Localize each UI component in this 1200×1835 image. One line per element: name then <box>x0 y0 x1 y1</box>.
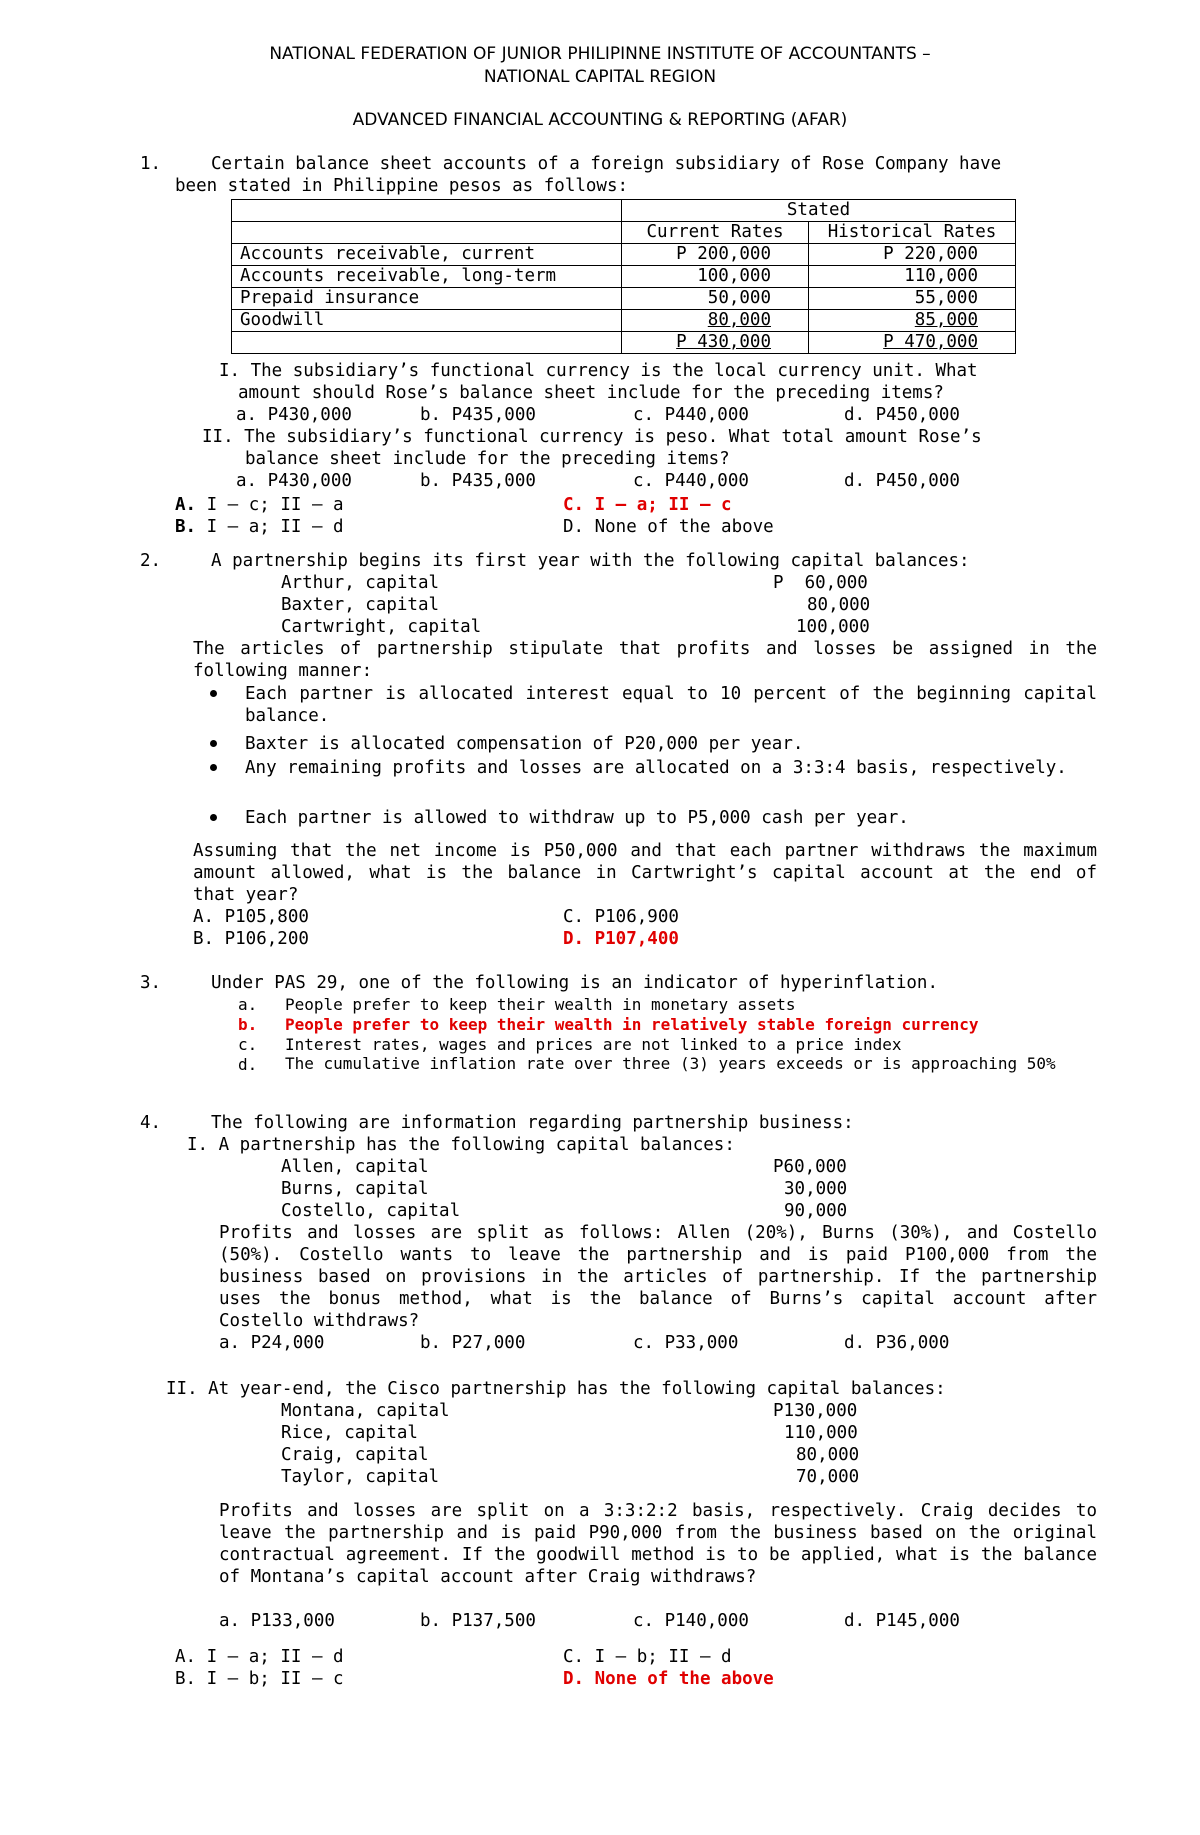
row-label: Goodwill <box>232 310 622 332</box>
q1-answer-a: A. I – c; II – a <box>175 495 344 515</box>
q4-answer-c: C. I – b; II – d <box>563 1647 732 1667</box>
q4-part2-choice-d: d. P145,000 <box>844 1611 960 1631</box>
q1-part1-line1: I. The subsidiary’s functional currency is the local currency unit. What <box>219 361 978 381</box>
q4-partner-amount: 30,000 <box>784 1179 848 1199</box>
q1-part2-choice-c: c. P440,000 <box>633 471 749 491</box>
q4-partner-amount: P60,000 <box>773 1157 847 1177</box>
q2-bullet-3: Any remaining profits and losses are allocated on a 3:3:4 basis, respectively. <box>245 758 1067 778</box>
q2-choice-d-correct: D. P107,400 <box>563 929 679 949</box>
q4-part2-choice-a: a. P133,000 <box>219 1611 335 1631</box>
org-title-line2: NATIONAL CAPITAL REGION <box>483 67 717 87</box>
q1-number: 1. <box>140 154 162 174</box>
q3-choice-letter: b. <box>238 1015 258 1034</box>
q4-partner-name: Rice, capital <box>281 1423 418 1443</box>
row-historical: P 220,000 <box>809 244 1016 266</box>
total-historical: P 470,000 <box>809 332 1016 354</box>
q2-bullet-4: Each partner is allowed to withdraw up to P5,000 cash per year. <box>245 808 909 828</box>
q3-choice-text-correct: People prefer to keep their wealth in relatively stable foreign currency <box>285 1015 979 1034</box>
table-blank-cell <box>232 200 622 222</box>
q4-partner-name: Montana, capital <box>281 1401 450 1421</box>
col-header-current: Current Rates <box>622 222 809 244</box>
table-row <box>232 288 1016 310</box>
row-historical: 85,000 <box>809 310 1016 332</box>
q1-text-line2: been stated in Philippine pesos as follows: <box>175 176 629 196</box>
q3-choice-letter: a. <box>238 995 258 1014</box>
col-header-historical: Historical Rates <box>809 222 1016 244</box>
q2-bullet-2: Baxter is allocated compensation of P20,000 per year. <box>245 734 804 754</box>
q1-balance-table <box>231 199 1016 354</box>
row-label: Accounts receivable, long-term <box>232 266 622 288</box>
org-title-line1: NATIONAL FEDERATION OF JUNIOR PHILIPINNE INSTITUTE OF ACCOUNTANTS – <box>269 44 931 64</box>
row-historical: 55,000 <box>809 288 1016 310</box>
q4-partner-name: Costello, capital <box>281 1201 461 1221</box>
q4-part1-choice-b: b. P27,000 <box>420 1333 526 1353</box>
q1-answer-c-correct: C. I – a; II – c <box>563 495 732 515</box>
q4-partner-amount: 70,000 <box>796 1467 860 1487</box>
bullet-icon <box>210 764 217 771</box>
q4-partner-amount: 90,000 <box>784 1201 848 1221</box>
q1-part1-line2: amount should Rose’s balance sheet include for the preceding items? <box>238 383 944 403</box>
q4-partner-amount: P130,000 <box>773 1401 858 1421</box>
q4-part1-choice-a: a. P24,000 <box>219 1333 325 1353</box>
row-current: 50,000 <box>622 288 809 310</box>
q4-answer-d-correct: D. None of the above <box>563 1669 774 1689</box>
q4-partner-name: Allen, capital <box>281 1157 429 1177</box>
q1-part1-choice-a: a. P430,000 <box>236 405 352 425</box>
q2-partner-name: Cartwright, capital <box>281 617 482 637</box>
row-label: Accounts receivable, current <box>232 244 622 266</box>
q4-part2-choice-c: c. P140,000 <box>633 1611 749 1631</box>
q1-part2-choice-b: b. P435,000 <box>420 471 536 491</box>
subject-title: ADVANCED FINANCIAL ACCOUNTING & REPORTING (AFAR) <box>352 110 848 130</box>
q2-partner-amount: 100,000 <box>796 617 870 637</box>
q2-choice-b: B. P106,200 <box>193 929 309 949</box>
table-group-header: Stated <box>622 200 1016 222</box>
q4-answer-b: B. I – b; II – c <box>175 1669 344 1689</box>
q3-choice-text: Interest rates, wages and prices are not linked to a price index <box>285 1035 902 1054</box>
total-current: P 430,000 <box>622 332 809 354</box>
row-current: 80,000 <box>622 310 809 332</box>
q2-choice-a: A. P105,800 <box>193 907 309 927</box>
q4-part2-intro: II. At year-end, the Cisco partnership has the following capital balances: <box>166 1379 946 1399</box>
q4-partner-name: Burns, capital <box>281 1179 429 1199</box>
q2-number: 2. <box>140 551 162 571</box>
q4-part1-choice-d: d. P36,000 <box>844 1333 950 1353</box>
table-total-row <box>232 332 1016 354</box>
q4-partner-amount: 80,000 <box>796 1445 860 1465</box>
table-blank-cell <box>232 222 622 244</box>
q1-part2-line2: balance sheet include for the preceding items? <box>245 449 730 469</box>
q4-partner-name: Craig, capital <box>281 1445 429 1465</box>
row-historical: 110,000 <box>809 266 1016 288</box>
q4-answer-a: A. I – a; II – d <box>175 1647 344 1667</box>
q2-partner-amount: P 60,000 <box>773 573 868 593</box>
table-row <box>232 310 1016 332</box>
row-current: 100,000 <box>622 266 809 288</box>
q2-choice-c: C. P106,900 <box>563 907 679 927</box>
q3-question: Under PAS 29, one of the following is an indicator of hyperinflation. <box>211 973 938 993</box>
table-row <box>232 266 1016 288</box>
q2-partner-name: Baxter, capital <box>281 595 440 615</box>
q1-part1-choice-c: c. P440,000 <box>633 405 749 425</box>
q1-answer-b: B. I – a; II – d <box>175 517 344 537</box>
row-current: P 200,000 <box>622 244 809 266</box>
q2-partner-name: Arthur, capital <box>281 573 440 593</box>
q2-articles-text: The articles of partnership stipulate that profits and losses be assigned in the following manner: <box>193 639 1097 681</box>
q1-part1-choice-b: b. P435,000 <box>420 405 536 425</box>
q4-part2-choice-b: b. P137,500 <box>420 1611 536 1631</box>
q1-part2-choice-a: a. P430,000 <box>236 471 352 491</box>
q4-partner-amount: 110,000 <box>784 1423 858 1443</box>
bullet-icon <box>210 690 217 697</box>
q2-question: Assuming that the net income is P50,000 and that each partner withdraws the maximum amount allowed, what is the balance in Cartwright’s capital account at the end of that year? <box>193 841 1097 905</box>
q2-intro: A partnership begins its first year with the following capital balances: <box>211 551 970 571</box>
q4-number: 4. <box>140 1113 162 1133</box>
q3-choice-text: The cumulative inflation rate over three (3) years exceeds or is approaching 50% <box>285 1054 1056 1073</box>
q1-part1-choice-d: d. P450,000 <box>844 405 960 425</box>
q3-choice-letter: c. <box>238 1035 258 1054</box>
q4-part1-intro: I. A partnership has the following capital balances: <box>187 1135 735 1155</box>
q2-partner-amount: 80,000 <box>807 595 871 615</box>
table-row <box>232 244 1016 266</box>
q3-choice-letter: d. <box>238 1055 258 1074</box>
q3-choice-text: People prefer to keep their wealth in monetary assets <box>285 995 796 1014</box>
q4-part1-text: Profits and losses are split as follows: Allen (20%), Burns (30%), and Costello (50%). Costello wants to leave the partnership and is paid P100,000 from the business based on provisions in the articles of partnership. If the partnership uses the bonus method, what is the balance of Burns’s capital account after Costello withdraws? <box>219 1223 1097 1331</box>
q1-part2-choice-d: d. P450,000 <box>844 471 960 491</box>
q4-part1-choice-c: c. P33,000 <box>633 1333 739 1353</box>
table-blank-cell <box>232 332 622 354</box>
q1-answer-d: D. None of the above <box>563 517 774 537</box>
q1-text-line1: Certain balance sheet accounts of a foreign subsidiary of Rose Company have <box>211 154 1002 174</box>
q2-bullet-1: Each partner is allocated interest equal to 10 percent of the beginning capital balance. <box>245 684 1097 726</box>
q1-part2-line1: II. The subsidiary’s functional currency is peso. What total amount Rose’s <box>202 427 982 447</box>
bullet-icon <box>210 740 217 747</box>
q3-number: 3. <box>140 973 162 993</box>
q4-partner-name: Taylor, capital <box>281 1467 440 1487</box>
q4-part2-text: Profits and losses are split on a 3:3:2:2 basis, respectively. Craig decides to leave the partnership and is paid P90,000 from the business based on the original contractual agreement. If the goodwill method is to be applied, what is the balance of Montana’s capital account after Craig withdraws? <box>219 1501 1097 1587</box>
row-label: Prepaid insurance <box>232 288 622 310</box>
q4-intro: The following are information regarding partnership business: <box>211 1113 854 1133</box>
bullet-icon <box>210 814 217 821</box>
